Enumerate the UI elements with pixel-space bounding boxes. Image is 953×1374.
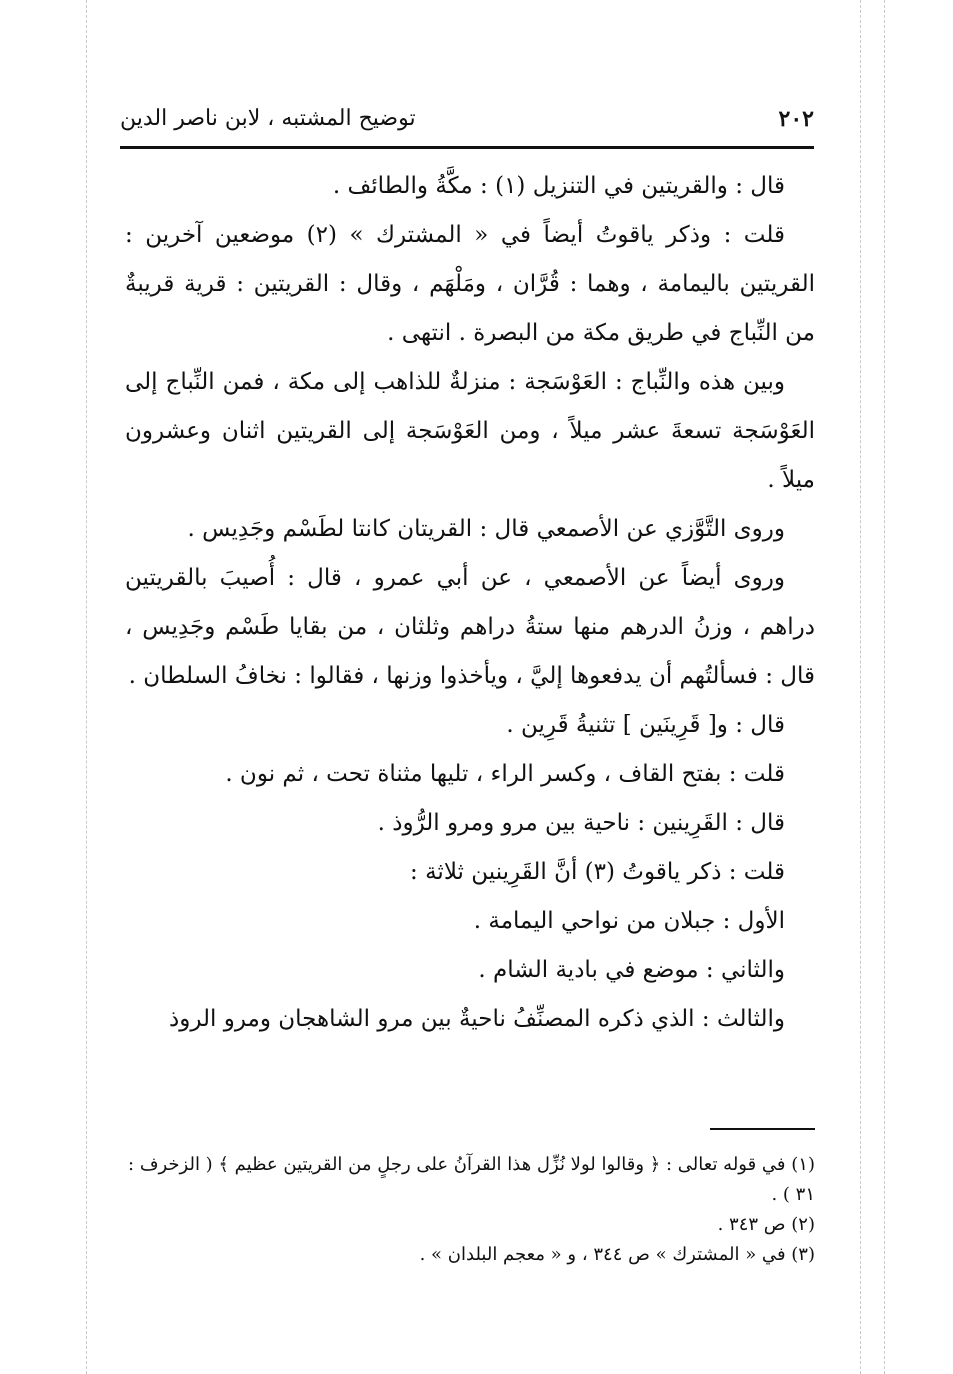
page-number: ٢٠٢ [778,106,814,132]
paragraph: والثاني : موضع في بادية الشام . [478,957,785,983]
paragraph: وروى التَّوَّزي عن الأصمعي قال : القريتان كانتا لطَسْم وجَدِيس . [187,516,785,542]
header-rule [120,146,814,149]
paragraph: قال : القَرِينين : ناحية بين مرو ومرو الرُّوذ . [377,810,785,836]
footnote-rule [710,1128,815,1130]
paragraph: قلت : بفتح القاف ، وكسر الراء ، تليها مثناة تحت ، ثم نون . [225,761,785,787]
paragraph: قال : والقريتين في التنزيل (١) : مكَّةُ والطائف . [332,173,785,199]
main-text [125,162,815,1044]
paragraph: الأول : جبلان من نواحي اليمامة . [473,908,785,934]
paragraph: قال : و[ قَرِينَين ] تثنيةُ قَرِين . [506,712,785,738]
footnote: (٣) في « المشترك » ص ٣٤٤ ، و « معجم البلدان » . [419,1244,815,1265]
scan-artifact-line [86,0,87,1374]
scan-artifact-line [860,0,861,1374]
paragraph: والثالث : الذي ذكره المصنِّفُ ناحيةٌ بين مرو الشاهجان ومرو الروذ [168,1006,785,1032]
paragraph: وبين هذه والنِّباج : العَوْسَجة : منزلةٌ للذاهب إلى مكة ، فمن النِّباج إلى العَوْسَجة تسعةَ عشر ميلاً ، ومن العَوْسَجة إلى القريتين اثنان وعشرون ميلاً . [125,369,815,493]
footnote: (٢) ص ٣٤٣ . [717,1214,815,1235]
page-header [120,104,820,140]
scan-artifact-line [884,0,885,1374]
paragraph: قلت : ذكر ياقوتُ (٣) أنَّ القَرِينين ثلاثة : [410,859,785,885]
paragraph: وروى أيضاً عن الأصمعي ، عن أبي عمرو ، قال : أُصيبَ بالقريتين دراهم ، وزنُ الدرهم منها ستةُ دراهم وثلثان ، من بقايا طَسْم وجَدِيس ، قال : فسألتُهم أن يدفعوها إليَّ ، ويأخذوا وزنها ، فقالوا : نخافُ السلطان . [125,565,815,689]
running-title: توضيح المشتبه ، لابن ناصر الدين [120,106,416,131]
footnote: (١) في قوله تعالى : ﴿ وقالوا لولا نُزِّل هذا القرآنُ على رجلٍ من القريتين عظيم ﴾ ( الزخرف : ٣١ ) . [128,1154,815,1205]
footnotes [125,1150,815,1270]
paragraph: قلت : وذكر ياقوتُ أيضاً في « المشترك » (٢) موضعين آخرين : القريتين باليمامة ، وهما : قُرَّان ، ومَلْهَم ، وقال : القريتين : قرية قريبةٌ من النِّباج في طريق مكة من البصرة . انتهى . [125,222,815,346]
